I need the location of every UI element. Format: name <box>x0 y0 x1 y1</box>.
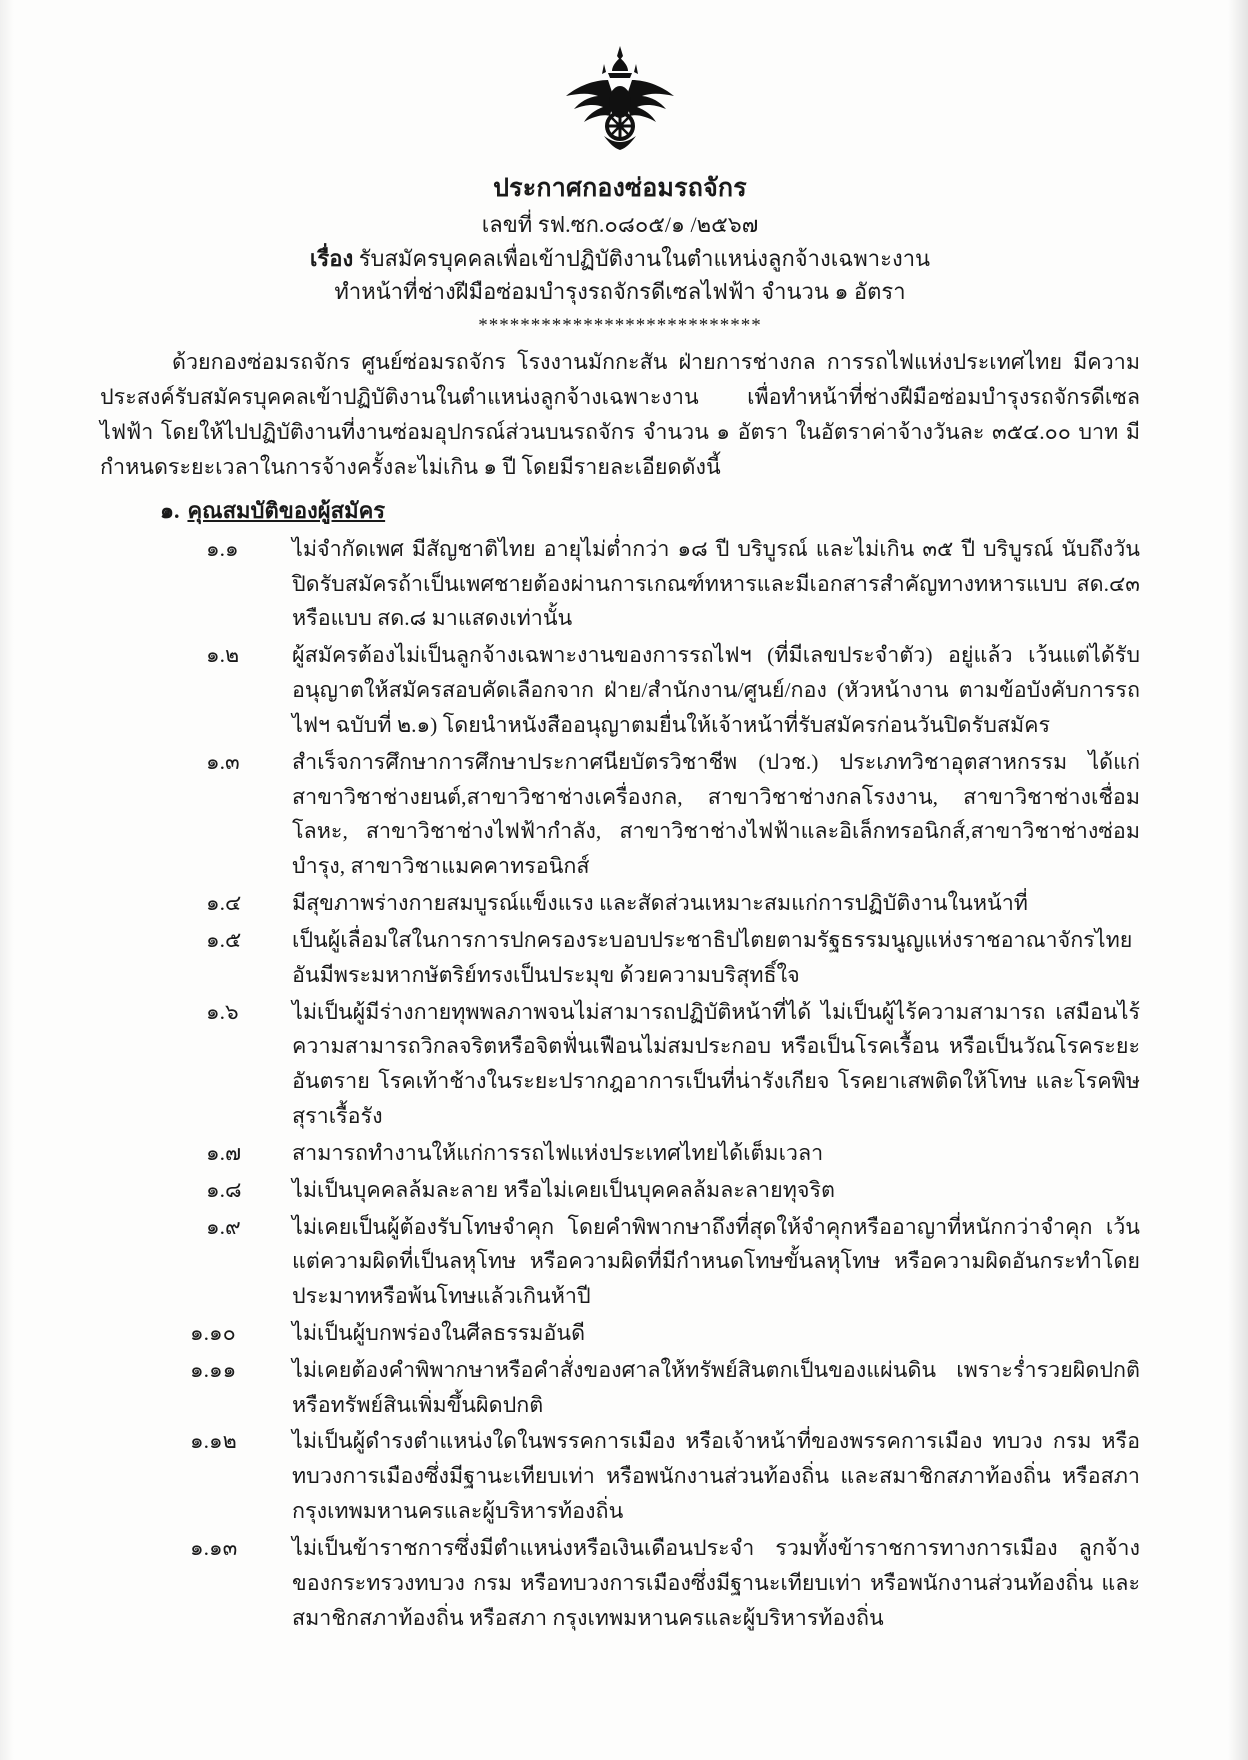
list-item-text: เป็นผู้เลื่อมใสในการการปกครองระบอบประชาธิปไตยตามรัฐธรรมนูญแห่งราชอาณาจักรไทย อันมีพระมหากษัตริย์ทรงเป็นประมุข ด้วยความบริสุทธิ์ใจ <box>292 927 1133 987</box>
subject-text: รับสมัครบุคคลเพื่อเข้าปฏิบัติงานในตำแหน่งลูกจ้างเฉพาะงาน <box>358 246 931 272</box>
list-item-number: ๑.๑ <box>206 536 239 561</box>
list-item-number: ๑.๒ <box>206 643 240 668</box>
list-item-text: ผู้สมัครต้องไม่เป็นลูกจ้างเฉพาะงานของการรถไฟฯ (ที่มีเลขประจำตัว) อยู่แล้ว เว้นแต่ได้รับอนุญาตให้สมัครสอบคัดเลือกจาก ฝ่าย/สำนักงาน/ศูนย์/กอง (หัวหน้างาน ตามข้อบังคับการรถไฟฯ ฉบับที่ ๒.๑) โดยนำหนังสืออนุญาตมยื่นให้เจ้าหน้าที่รับสมัครก่อนวันปิดรับสมัคร <box>292 643 1140 737</box>
intro-paragraph-text: ด้วยกองซ่อมรถจักร ศูนย์ซ่อมรถจักร โรงงานมักกะสัน ฝ่ายการช่างกล การรถไฟแห่งประเทศไทย มีความประสงค์รับสมัครบุคคลเข้าปฏิบัติงานในตำแหน่งลูกจ้างเฉพาะงาน เพื่อทำหน้าที่ช่างฝีมือซ่อมบำรุงรถจักรดีเซลไฟฟ้า โดยให้ไปปฏิบัติงานที่งานซ่อมอุปกรณ์ส่วนบนรถจักร จำนวน ๑ อัตรา ในอัตราค่าจ้างวันละ ๓๕๔.๐๐ บาท มีกำหนดระยะเวลาในการจ้างครั้งละไม่เกิน ๑ ปี โดยมีรายละเอียดดังนี้ <box>100 350 1140 479</box>
intro-paragraph <box>100 345 1140 484</box>
list-item <box>206 638 1140 742</box>
document-subject <box>100 243 1140 275</box>
list-item <box>190 1353 1140 1423</box>
qualification-list <box>190 532 1140 1636</box>
list-item-number: ๑.๘ <box>206 1177 242 1202</box>
list-item-number: ๑.๕ <box>206 927 242 952</box>
document-header <box>100 171 1140 339</box>
list-item-number: ๑.๗ <box>206 1140 242 1165</box>
list-item <box>190 1531 1140 1635</box>
list-item-text: มีสุขภาพร่างกายสมบูรณ์แข็งแรง และสัดส่วนเหมาะสมแก่การปฏิบัติงานในหน้าที่ <box>292 891 1028 916</box>
emblem-container <box>100 40 1140 165</box>
page-title: ประกาศกองซ่อมรถจักร <box>493 175 747 202</box>
list-item-text: ไม่จำกัดเพศ มีสัญชาติไทย อายุไม่ต่ำกว่า ๑๘ ปี บริบูรณ์ และไม่เกิน ๓๕ ปี บริบูรณ์ นับถึงวันปิดรับสมัครถ้าเป็นเพศชายต้องผ่านการเกณฑ์ทหารและมีเอกสารสำคัญทางทหารแบบ สด.๔๓ หรือแบบ สด.๘ มาแสดงเท่านั้น <box>292 536 1140 631</box>
list-item <box>190 1316 1140 1351</box>
list-item-number: ๑.๔ <box>206 891 242 916</box>
list-item-text: ไม่เคยเป็นผู้ต้องรับโทษจำคุก โดยคำพิพากษาถึงที่สุดให้จำคุกหรืออาญาที่หนักกว่าจำคุก เว้นแต่ความผิดที่เป็นลหุโทษ หรือความผิดที่มีกำหนดโทษขั้นลหุโทษ หรือความผิดอันกระทำโดยประมาทหรือพ้นโทษแล้วเกินห้าปี <box>292 1214 1140 1309</box>
list-item-number: ๑.๑๓ <box>190 1535 238 1560</box>
document-content <box>100 40 1140 1637</box>
list-item-number: ๑.๑๑ <box>190 1357 237 1382</box>
list-item-text: ไม่เป็นผู้ดำรงตำแหน่งใดในพรรคการเมือง หรือเจ้าหน้าที่ของพรรคการเมือง ทบวง กรม หรือทบวงการเมืองซึ่งมีฐานะเทียบเท่า หรือพนักงานส่วนท้องถิ่น และสมาชิกสภาท้องถิ่น หรือสภากรุงเทพมหานครและผู้บริหารท้องถิ่น <box>292 1429 1140 1524</box>
list-item <box>206 886 1140 921</box>
list-item <box>206 923 1140 993</box>
list-item-text: ไม่เป็นผู้บกพร่องในศีลธรรมอันดี <box>292 1321 586 1345</box>
list-item <box>206 745 1140 884</box>
list-item-number: ๑.๑๐ <box>190 1321 236 1345</box>
duty-line: ทำหน้าที่ช่างฝีมือซ่อมบำรุงรถจักรดีเซลไฟฟ้า จำนวน ๑ อัตรา <box>334 279 906 305</box>
list-item-number: ๑.๑๒ <box>190 1429 237 1454</box>
list-item <box>206 1210 1140 1314</box>
list-item <box>206 995 1140 1134</box>
list-item <box>206 532 1140 636</box>
section-title: คุณสมบัติของผู้สมัคร <box>187 497 386 523</box>
list-item-text: ไม่เป็นผู้มีร่างกายทุพพลภาพจนไม่สามารถปฏิบัติหน้าที่ได้ ไม่เป็นผู้ไร้ความสามารถ เสมือนไร้ความสามารถวิกลจริตหรือจิตฟั่นเฟือนไม่สมประกอบ หรือเป็นโรคเรื้อน หรือเป็นวัณโรคระยะอันตราย โรคเท้าช้างในระยะปรากฎอาการเป็นที่น่ารังเกียจ โรคยาเสพติดให้โทษ และโรคพิษสุราเรื้อรัง <box>292 999 1140 1129</box>
list-item-text: ไม่เป็นข้าราชการซึ่งมีตำแหน่งหรือเงินเดือนประจำ รวมทั้งข้าราชการทางการเมือง ลูกจ้างของกระทรวงทบวง กรม หรือทบวงการเมืองซึ่งมีฐานะเทียบเท่า หรือพนักงานส่วนท้องถิ่น และสมาชิกสภาท้องถิ่น หรือสภา กรุงเทพมหานครและผู้บริหารท้องถิ่น <box>292 1535 1140 1630</box>
list-item-number: ๑.๙ <box>206 1214 241 1239</box>
garuda-railway-emblem-icon <box>560 40 680 160</box>
list-item-text: ไม่เคยต้องคำพิพากษาหรือคำสั่งของศาลให้ทรัพย์สินตกเป็นของแผ่นดิน เพราะร่ำรวยผิดปกติ หรือทรัพย์สินเพิ่มขึ้นผิดปกติ <box>292 1357 1140 1417</box>
list-item <box>206 1136 1140 1171</box>
list-item <box>190 1424 1140 1528</box>
list-item <box>206 1173 1140 1208</box>
list-item-text: สามารถทำงานให้แก่การรถไฟแห่งประเทศไทยได้เต็มเวลา <box>292 1140 824 1165</box>
document-number: เลขที่ รฟ.ซก.๐๘๐๕/๑ /๒๕๖๗ <box>481 212 759 238</box>
list-item-number: ๑.๖ <box>206 999 239 1024</box>
list-item-number: ๑.๓ <box>206 749 240 774</box>
list-item-text: ไม่เป็นบุคคลล้มละลาย หรือไม่เคยเป็นบุคคลล้มละลายทุจริต <box>292 1177 835 1202</box>
section-number: ๑. <box>160 497 180 523</box>
list-item-text: สำเร็จการศึกษาการศึกษาประกาศนียบัตรวิชาชีพ (ปวช.) ประเภทวิชาอุตสาหกรรม ได้แก่ สาขาวิชาช่างยนต์,สาขาวิชาช่างเครื่องกล, สาขาวิชาช่างกลโรงงาน, สาขาวิชาช่างเชื่อมโลหะ, สาขาวิชาช่างไฟฟ้ากำลัง, สาขาวิชาช่างไฟฟ้าและอิเล็กทรอนิกส์,สาขาวิชาช่างซ่อมบำรุง, สาขาวิชาแมคคาทรอนิกส์ <box>292 749 1140 879</box>
subject-label: เรื่อง <box>309 246 354 272</box>
section-heading <box>160 493 1140 528</box>
divider-stars: *************************** <box>478 314 762 336</box>
